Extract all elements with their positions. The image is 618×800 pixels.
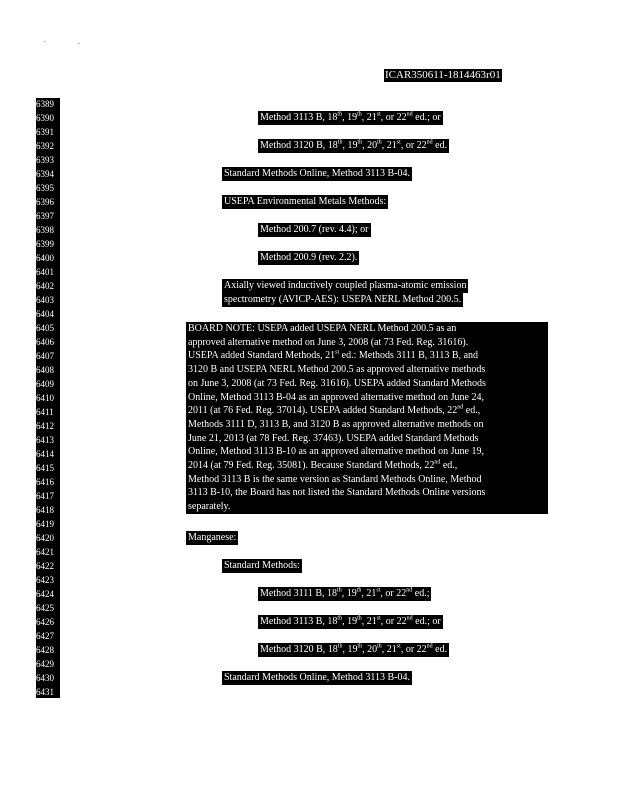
line-number: 6427 xyxy=(36,631,54,641)
line-number: 6390 xyxy=(36,113,54,123)
line-number: 6393 xyxy=(36,155,54,165)
item-marker: 3) xyxy=(150,532,159,543)
line-number: 6407 xyxy=(36,351,54,361)
line-number: 6404 xyxy=(36,309,54,319)
line-number: 6405 xyxy=(36,323,54,333)
line-number: 6389 xyxy=(36,99,54,109)
board-note-line: Methods 3111 D, 3113 B, and 3120 B as approved alternative methods on xyxy=(188,418,484,430)
line-number: 6428 xyxy=(36,645,54,655)
line-number: 6399 xyxy=(36,239,54,249)
line-number: 6415 xyxy=(36,463,54,473)
scan-speck xyxy=(78,43,80,44)
item-text: Method 3113 B, 18th, 19th, 21st, or 22nd ed.; or xyxy=(260,615,441,627)
board-note-line: BOARD NOTE: USEPA added USEPA NERL Method 200.5 as an xyxy=(188,323,457,334)
line-number: 6392 xyxy=(36,141,54,151)
line-number: 6426 xyxy=(36,617,54,627)
line-number: 6424 xyxy=(36,589,54,599)
item-marker: ii) xyxy=(222,112,231,123)
line-number: 6397 xyxy=(36,211,54,221)
item-text: Method 200.7 (rev. 4.4); or xyxy=(260,224,369,235)
line-number: 6394 xyxy=(36,169,54,179)
line-number: 6406 xyxy=(36,337,54,347)
item-marker: iii) xyxy=(222,140,234,151)
item-text: Standard Methods: xyxy=(224,560,300,571)
line-number: 6391 xyxy=(36,127,54,137)
item-marker: D) xyxy=(186,280,197,291)
line-number: 6430 xyxy=(36,673,54,683)
line-number: 6403 xyxy=(36,295,54,305)
board-note-line: separately. xyxy=(188,501,231,513)
line-number: 6395 xyxy=(36,183,54,193)
item-marker: A) xyxy=(186,560,197,571)
line-number: 6411 xyxy=(36,407,54,417)
item-text: Axially viewed inductively coupled plasma-atomic emission xyxy=(224,280,467,291)
item-text: spectrometry (AVICP-AES): USEPA NERL Method 200.5. xyxy=(224,294,462,305)
item-marker: B) xyxy=(186,168,196,179)
board-note-line: Online, Method 3113 B-10 as an approved alternative method on June 19, xyxy=(188,446,484,458)
item-text: Method 3120 B, 18th, 19th, 20th, 21st, or 22nd ed. xyxy=(260,643,448,655)
item-marker: i) xyxy=(222,588,229,599)
board-note-line: 3113 B-10, the Board has not listed the Standard Methods Online versions xyxy=(188,487,486,499)
line-number: 6412 xyxy=(36,421,54,431)
line-number: 6396 xyxy=(36,197,54,207)
board-note-line: on June 3, 2008 (at 73 Fed. Reg. 31616). USEPA added Standard Methods xyxy=(188,377,486,389)
line-number: 6401 xyxy=(36,267,54,277)
line-number: 6402 xyxy=(36,281,54,291)
item-marker: i) xyxy=(222,224,229,235)
board-note-line: Method 3113 B is the same version as Standard Methods Online, Method xyxy=(188,473,482,485)
board-note-line: USEPA added Standard Methods, 21st ed.: Methods 3111 B, 3113 B, and xyxy=(188,350,479,362)
line-number: 6413 xyxy=(36,435,54,445)
item-text: Method 3120 B, 18th, 19th, 20th, 21st, or 22nd ed. xyxy=(260,139,448,151)
board-note-line: 2011 (at 76 Fed. Reg. 37014). USEPA added Standard Methods, 22nd ed., xyxy=(188,404,481,417)
item-text: Standard Methods Online, Method 3113 B-04. xyxy=(224,168,411,179)
line-number: 6423 xyxy=(36,575,54,585)
line-number: 6420 xyxy=(36,533,54,543)
item-text: Method 3113 B, 18th, 19th, 21st, or 22nd ed.; or xyxy=(260,111,441,123)
scan-speck xyxy=(44,41,46,42)
line-number: 6398 xyxy=(36,225,54,235)
line-number: 6417 xyxy=(36,491,54,501)
item-marker: B) xyxy=(186,672,196,683)
line-number: 6410 xyxy=(36,393,54,403)
item-text: Method 3111 B, 18th, 19th, 21st, or 22nd ed.; xyxy=(260,587,430,599)
line-number: 6400 xyxy=(36,253,54,263)
line-number: 6409 xyxy=(36,379,54,389)
line-number: 6422 xyxy=(36,561,54,571)
item-text: USEPA Environmental Metals Methods: xyxy=(224,196,387,207)
board-note-line: 3120 B and USEPA NERL Method 200.5 as approved alternative methods xyxy=(188,364,486,376)
item-text: Method 200.9 (rev. 2.2). xyxy=(260,252,358,263)
board-note-line: 2014 (at 79 Fed. Reg. 35081). Because Standard Methods, 22nd ed., xyxy=(188,459,458,471)
line-number: 6429 xyxy=(36,659,54,669)
line-number: 6408 xyxy=(36,365,54,375)
item-marker: ii) xyxy=(222,616,231,627)
board-note-line: approved alternative method on June 3, 2008 (at 73 Fed. Reg. 31616). xyxy=(188,336,469,348)
line-number: 6425 xyxy=(36,603,54,613)
item-marker: C) xyxy=(186,196,196,207)
line-number: 6431 xyxy=(36,687,54,697)
line-number: 6421 xyxy=(36,547,54,557)
section-heading: Manganese: xyxy=(188,532,237,543)
item-text: Standard Methods Online, Method 3113 B-04. xyxy=(224,672,411,683)
line-number: 6414 xyxy=(36,449,54,459)
line-number: 6418 xyxy=(36,505,54,515)
document-id-header: ICAR350611-1814463r01 xyxy=(385,69,501,81)
item-marker: iii) xyxy=(222,644,234,655)
board-note-line: June 21, 2013 (at 78 Fed. Reg. 37463). USEPA added Standard Methods xyxy=(188,432,479,444)
item-marker: ii) xyxy=(222,252,231,263)
board-note-line: Online, Method 3113 B-04 as an approved alternative method on June 24, xyxy=(188,391,484,403)
line-number: 6419 xyxy=(36,519,54,529)
line-number: 6416 xyxy=(36,477,54,487)
